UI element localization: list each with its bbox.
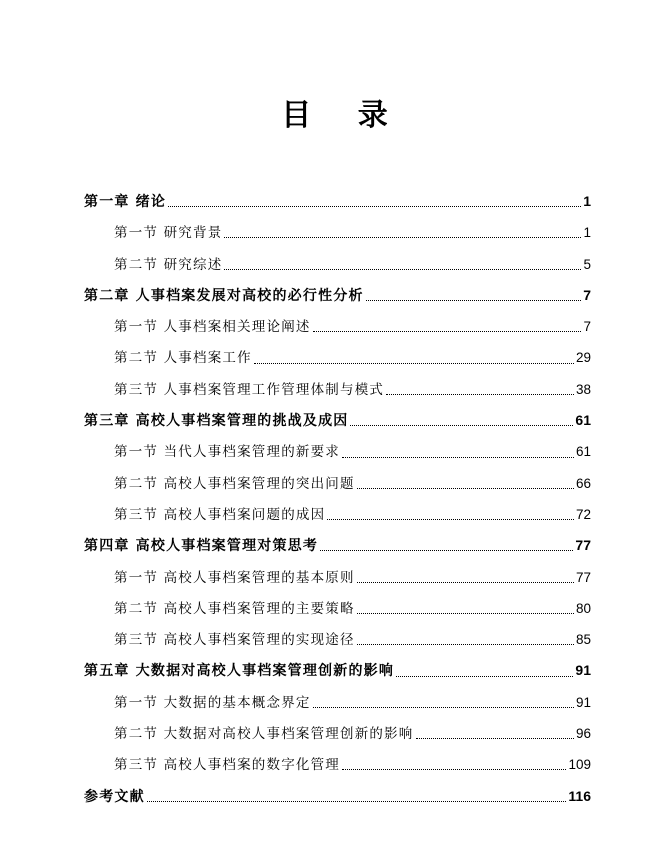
toc-section-entry[interactable] xyxy=(84,249,591,280)
toc-page-number: 91 xyxy=(575,694,591,710)
toc-page-number: 85 xyxy=(575,632,591,648)
toc-section-entry[interactable] xyxy=(84,374,591,405)
toc-page-number: 61 xyxy=(575,444,591,460)
dot-leader xyxy=(224,237,581,238)
toc-page-number: 5 xyxy=(583,256,591,272)
toc-page-number: 7 xyxy=(583,286,591,303)
dot-leader xyxy=(396,676,573,677)
dot-leader xyxy=(357,613,574,614)
toc-chapter-entry[interactable] xyxy=(84,280,591,311)
toc-entry-label: 第三章 高校人事档案管理的挑战及成因 xyxy=(84,413,349,430)
toc-entry-label: 第二节 研究综述 xyxy=(114,256,223,273)
toc-entry-label: 第二节 大数据对高校人事档案管理创新的影响 xyxy=(114,726,414,743)
toc-page-number: 66 xyxy=(575,475,591,491)
toc-entry-label: 第一节 研究背景 xyxy=(114,225,223,242)
toc-page-number: 91 xyxy=(575,662,591,679)
dot-leader xyxy=(342,769,566,770)
toc-page-number: 38 xyxy=(575,381,591,397)
dot-leader xyxy=(350,425,573,426)
dot-leader xyxy=(313,707,574,708)
dot-leader xyxy=(342,457,574,458)
toc-page-number: 29 xyxy=(575,350,591,366)
toc-page-number: 96 xyxy=(575,726,591,742)
toc-section-entry[interactable] xyxy=(84,749,591,780)
dot-leader xyxy=(357,582,574,583)
toc-page-number: 116 xyxy=(568,787,591,804)
toc-page-number: 77 xyxy=(575,569,591,585)
toc-page-number: 7 xyxy=(583,319,591,335)
dot-leader xyxy=(254,363,574,364)
toc-entry-label: 第二节 高校人事档案管理的主要策略 xyxy=(114,600,355,617)
dot-leader xyxy=(327,519,574,520)
toc-entry-label: 第三节 高校人事档案问题的成因 xyxy=(114,506,326,523)
dot-leader xyxy=(386,394,574,395)
dot-leader xyxy=(366,300,582,301)
dot-leader xyxy=(416,738,574,739)
toc-page-number: 1 xyxy=(583,225,591,241)
toc-section-entry[interactable] xyxy=(84,624,591,655)
toc-entry-label: 第二节 高校人事档案管理的突出问题 xyxy=(114,475,355,492)
dot-leader xyxy=(224,269,581,270)
toc-entry-label: 第一节 高校人事档案管理的基本原则 xyxy=(114,569,355,586)
toc-chapter-entry[interactable] xyxy=(84,530,591,561)
page-title: 目 录 xyxy=(281,98,406,133)
dot-leader xyxy=(357,488,574,489)
dot-leader xyxy=(357,644,574,645)
toc-section-entry[interactable] xyxy=(84,687,591,718)
toc-chapter-entry[interactable] xyxy=(84,655,591,686)
toc-section-entry[interactable] xyxy=(84,499,591,530)
toc-entry-label: 第三节 人事档案管理工作管理体制与模式 xyxy=(114,381,385,398)
toc-entry-label: 第二节 人事档案工作 xyxy=(114,350,252,367)
toc-entry-label: 第三节 高校人事档案管理的实现途径 xyxy=(114,632,355,649)
toc-section-entry[interactable] xyxy=(84,718,591,749)
toc-chapter-entry[interactable] xyxy=(84,186,591,217)
toc-page-number: 80 xyxy=(575,600,591,616)
toc-chapter-entry[interactable] xyxy=(84,781,591,812)
dot-leader xyxy=(313,331,582,332)
dot-leader xyxy=(147,801,567,802)
toc-entry-label: 第三节 高校人事档案的数字化管理 xyxy=(114,757,340,774)
toc-section-entry[interactable] xyxy=(84,311,591,342)
toc-section-entry[interactable] xyxy=(84,217,591,248)
toc-entry-label: 第一节 人事档案相关理论阐述 xyxy=(114,319,311,336)
toc-page-number: 61 xyxy=(575,412,591,429)
toc-entry-label: 参考文献 xyxy=(84,788,145,805)
dot-leader xyxy=(320,550,573,551)
toc-page-number: 72 xyxy=(575,506,591,522)
table-of-contents xyxy=(84,186,591,812)
toc-page-number: 77 xyxy=(575,537,591,554)
toc-section-entry[interactable] xyxy=(84,436,591,467)
dot-leader xyxy=(168,206,581,207)
toc-section-entry[interactable] xyxy=(84,342,591,373)
toc-page-number: 109 xyxy=(568,757,591,773)
toc-entry-label: 第一章 绪论 xyxy=(84,194,167,210)
toc-entry-label: 第四章 高校人事档案管理对策思考 xyxy=(84,538,319,555)
toc-section-entry[interactable] xyxy=(84,562,591,593)
toc-entry-label: 第一节 大数据的基本概念界定 xyxy=(114,694,311,711)
toc-section-entry[interactable] xyxy=(84,468,591,499)
toc-entry-label: 第一节 当代人事档案管理的新要求 xyxy=(114,444,340,461)
toc-section-entry[interactable] xyxy=(84,593,591,624)
toc-entry-label: 第五章 大数据对高校人事档案管理创新的影响 xyxy=(84,663,395,680)
toc-page-number: 1 xyxy=(583,193,591,209)
toc-chapter-entry[interactable] xyxy=(84,405,591,436)
toc-entry-label: 第二章 人事档案发展对高校的必行性分析 xyxy=(84,287,364,304)
